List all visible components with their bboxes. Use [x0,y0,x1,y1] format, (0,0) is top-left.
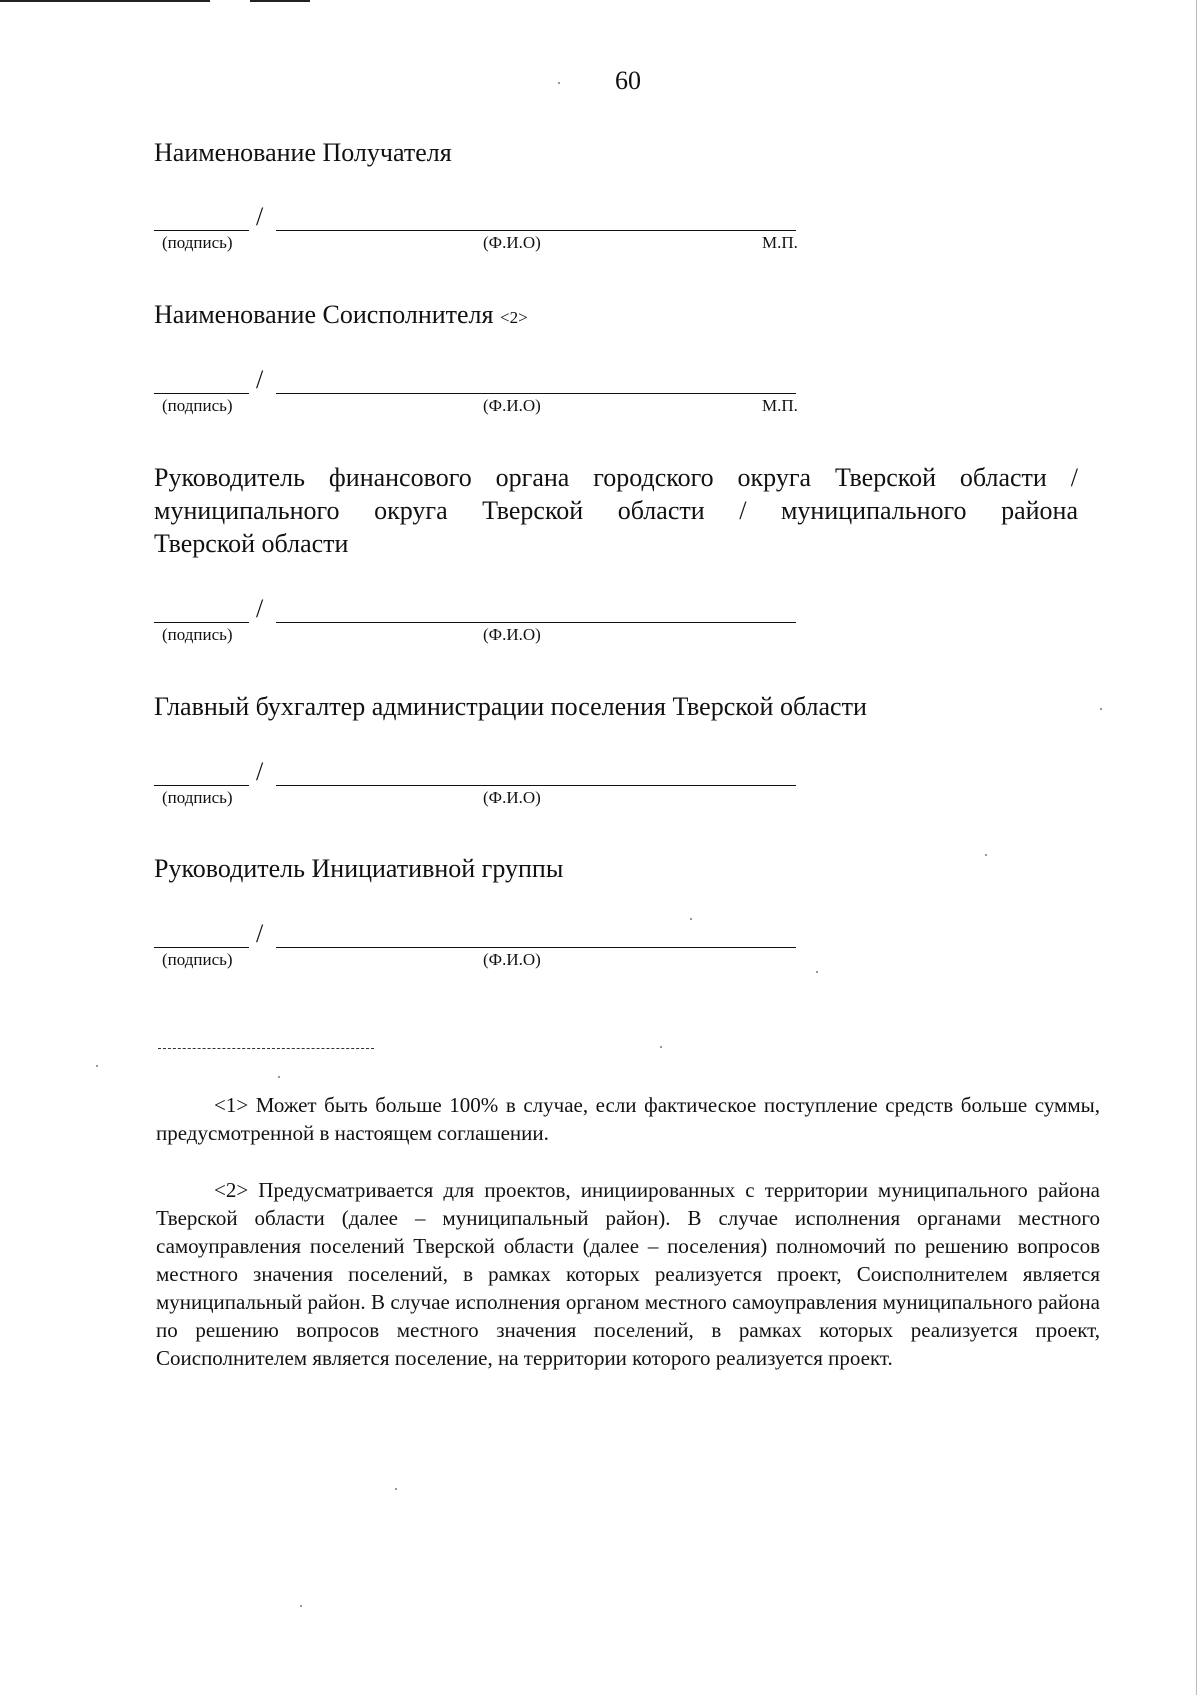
fio-line [276,230,796,231]
footnote-1 [156,1091,1100,1147]
fio-caption: (Ф.И.О) [483,950,541,969]
scan-speck [690,918,692,920]
scan-speck [985,854,987,856]
finance-head-title-line-2: муниципального округа Тверской области / муниципального района [154,496,1078,525]
scan-speck [300,1605,302,1607]
footnote-ref: <2> [500,308,528,327]
signature-line [154,947,249,948]
signature-separator: / [256,365,264,394]
signature-caption: (подпись) [162,625,233,644]
fio-line [276,393,796,394]
recipient-title: Наименование Получателя [154,138,452,167]
scan-speck [660,1046,662,1048]
signature-caption: (подпись) [162,396,233,415]
scan-edge-line [1196,0,1197,1695]
fio-line [276,622,796,623]
signature-caption: (подпись) [162,950,233,969]
footnote-2 [156,1176,1100,1372]
scan-edge-line [0,0,210,2]
fio-line [276,785,796,786]
finance-head-title-line-3: Тверской области [154,529,349,558]
signature-line [154,622,249,623]
fio-caption: (Ф.И.О) [483,396,541,415]
signature-caption: (подпись) [162,788,233,807]
fio-line [276,947,796,948]
signature-line [154,785,249,786]
scan-edge-line [250,0,310,2]
page-number: 60 [615,66,641,95]
scan-speck [96,1065,98,1067]
initiative-group-head-title: Руководитель Инициативной группы [154,854,564,883]
footnote-marker: <1> [214,1093,249,1117]
stamp-caption: М.П. [762,396,798,415]
fio-caption: (Ф.И.О) [483,625,541,644]
stamp-caption: М.П. [762,233,798,252]
scan-speck [395,1488,397,1490]
scan-speck [558,82,560,84]
signature-separator: / [256,757,264,786]
scan-speck [1100,708,1102,710]
chief-accountant-title: Главный бухгалтер администрации поселения Тверской области [154,692,867,721]
signature-separator: / [256,594,264,623]
signature-caption: (подпись) [162,233,233,252]
signature-line [154,393,249,394]
signature-separator: / [256,202,264,231]
footnote-divider [158,1048,374,1049]
footnote-text: Может быть больше 100% в случае, если фактическое поступление средств больше суммы, предусмотренной в настоящем соглашении. [156,1093,1100,1145]
signature-separator: / [256,919,264,948]
scan-speck [816,971,818,973]
footnote-marker: <2> [214,1178,249,1202]
co-executor-title: Наименование Соисполнителя <2> [154,300,528,329]
footnote-text: Предусматривается для проектов, инициированных с территории муниципального района Тверской области (далее – муниципальный район). В случае исполнения органами местного самоуправления поселений Тверской области (далее – поселения) полномочий по решению вопросов местного значения поселений, в рамках которых реализуется проект, Соисполнителем является муниципальный район. В случае исполнения органом местного самоуправления муниципального района по решению вопросов местного значения поселений, в рамках которых реализуется проект, Соисполнителем является поселение, на территории которого реализуется проект. [156,1178,1100,1370]
fio-caption: (Ф.И.О) [483,233,541,252]
scan-speck [278,1076,280,1078]
finance-head-title-line-1: Руководитель финансового органа городского округа Тверской области / [154,463,1078,492]
signature-line [154,230,249,231]
fio-caption: (Ф.И.О) [483,788,541,807]
